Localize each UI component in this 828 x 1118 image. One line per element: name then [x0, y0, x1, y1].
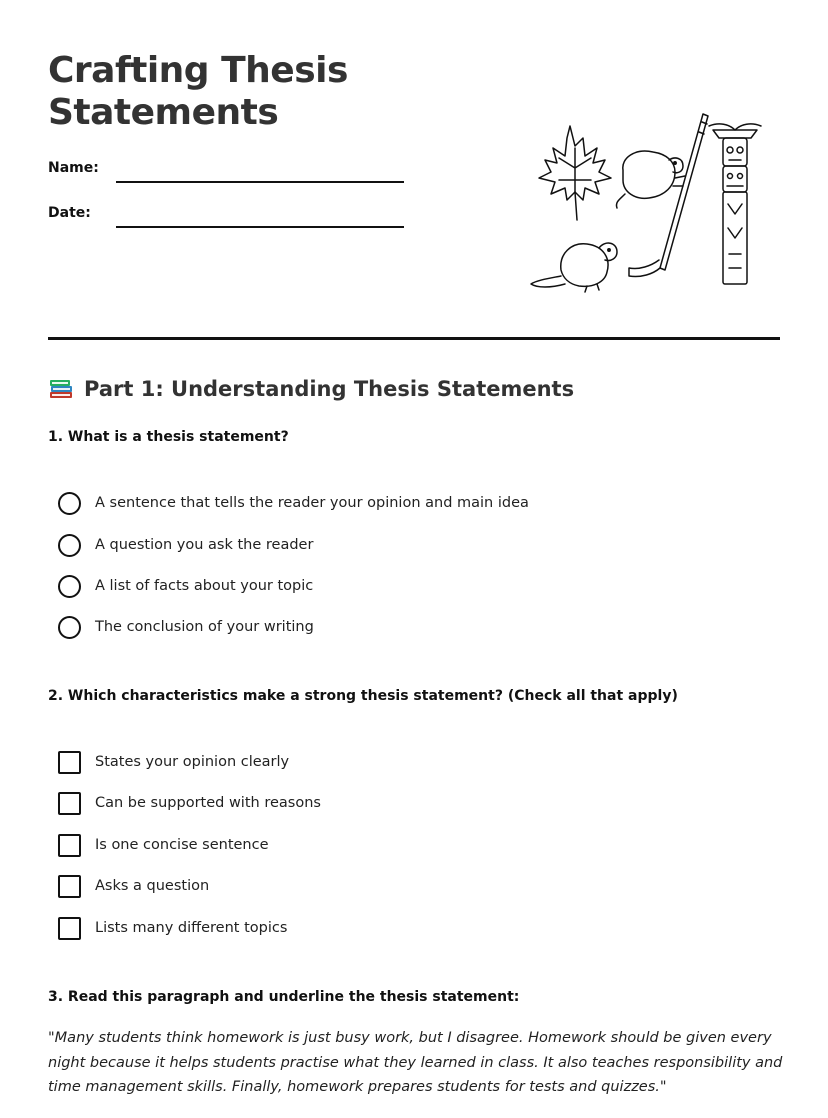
- radio-button[interactable]: [58, 492, 81, 515]
- q2-option-label: Asks a question: [95, 878, 210, 894]
- q1-option[interactable]: [58, 574, 313, 598]
- page-title: Crafting Thesis Statements: [48, 50, 348, 133]
- checkbox[interactable]: [58, 834, 81, 857]
- question-2: 2. Which characteristics make a strong thesis statement? (Check all that apply): [48, 688, 678, 704]
- section-divider: [48, 337, 780, 340]
- date-label: Date:: [48, 205, 91, 221]
- beaver-icon: [531, 243, 617, 292]
- checkbox[interactable]: [58, 792, 81, 815]
- q2-option-label: Lists many different topics: [95, 920, 288, 936]
- radio-button[interactable]: [58, 575, 81, 598]
- radio-button[interactable]: [58, 616, 81, 639]
- q2-option-label: Can be supported with reasons: [95, 795, 321, 811]
- q2-option-label: Is one concise sentence: [95, 837, 269, 853]
- canada-illustration: [525, 108, 770, 298]
- q1-option[interactable]: [58, 615, 314, 639]
- totem-pole-icon: [709, 124, 761, 284]
- maple-leaf-icon: [539, 126, 611, 220]
- checkbox[interactable]: [58, 917, 81, 940]
- q2-option-label: States your opinion clearly: [95, 754, 290, 770]
- beaver-icon: [616, 151, 685, 208]
- checkbox[interactable]: [58, 751, 81, 774]
- q1-option[interactable]: [58, 533, 313, 557]
- q2-option[interactable]: [58, 791, 321, 815]
- name-label: Name:: [48, 160, 99, 176]
- q2-option[interactable]: [58, 874, 209, 898]
- q1-option-label: The conclusion of your writing: [95, 619, 314, 635]
- q2-option[interactable]: [58, 916, 287, 940]
- checkbox[interactable]: [58, 875, 81, 898]
- radio-button[interactable]: [58, 534, 81, 557]
- q1-option-label: A list of facts about your topic: [95, 578, 314, 594]
- part1-heading-text: Part 1: Understanding Thesis Statements: [84, 377, 575, 401]
- question-1: 1. What is a thesis statement?: [48, 429, 289, 445]
- q1-option-label: A question you ask the reader: [95, 537, 314, 553]
- question-3: 3. Read this paragraph and underline the thesis statement:: [48, 989, 520, 1005]
- date-field[interactable]: [116, 226, 404, 228]
- q2-option[interactable]: [58, 750, 289, 774]
- q2-option[interactable]: [58, 833, 269, 857]
- sample-paragraph[interactable]: "Many students think homework is just busy work, but I disagree. Homework should be given every night because it helps students practise what they learned in class. It also teaches responsibility and time management skills. Finally, homework prepares students for tests and quizzes.": [48, 1030, 783, 1095]
- name-field[interactable]: [116, 181, 404, 183]
- q1-option[interactable]: [58, 491, 529, 515]
- part1-heading: [48, 375, 574, 403]
- q1-option-label: A sentence that tells the reader your opinion and main idea: [95, 495, 529, 511]
- books-icon: [48, 377, 74, 401]
- hockey-stick-icon: [629, 114, 708, 277]
